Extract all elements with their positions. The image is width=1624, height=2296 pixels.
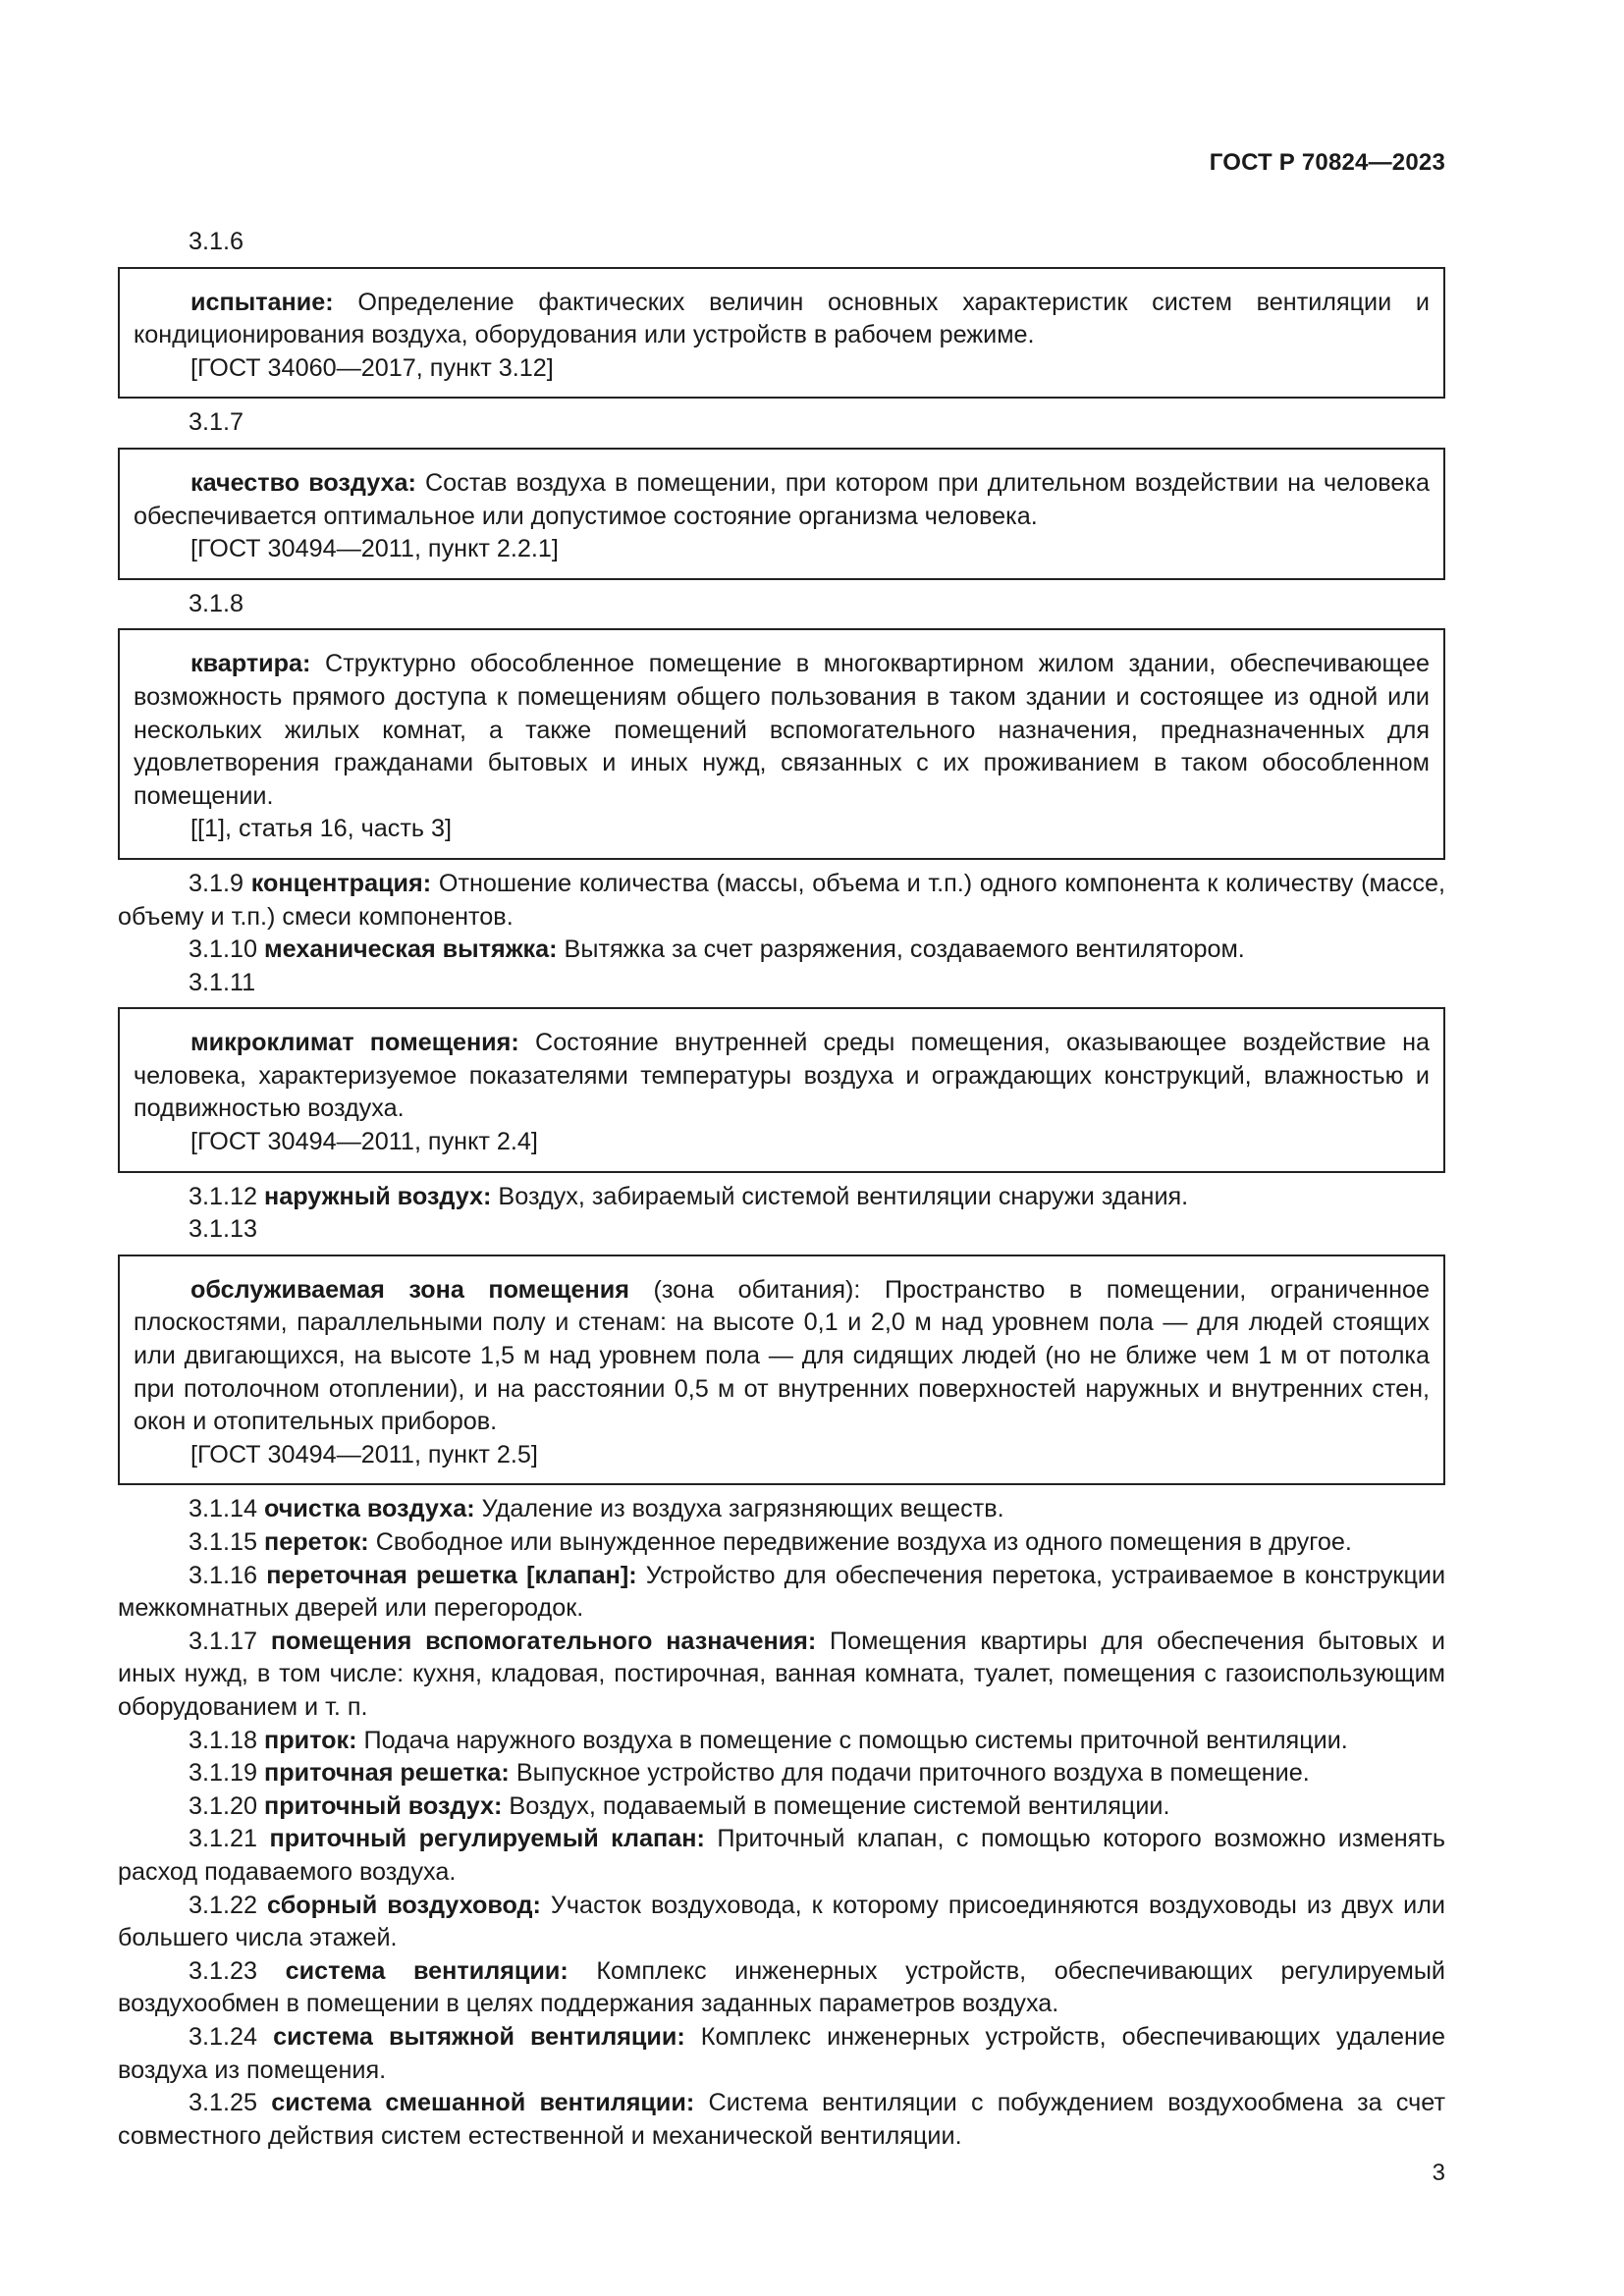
term-number: 3.1.9 [189, 869, 244, 897]
term-text: Удаление из воздуха загрязняющих веществ. [474, 1495, 1004, 1523]
term-name: очистка воздуха: [264, 1495, 475, 1523]
term-text: Отношение количества (массы, объема и т.п.) одного компонента к количеству (массе, объему и т.п.) смеси компонентов. [118, 869, 1446, 931]
term-definition-box [118, 448, 1445, 580]
term-text: Воздух, подаваемый в помещение системой вентиляции. [502, 1791, 1170, 1820]
term-name: испытание: [190, 288, 334, 316]
term-definition-box [118, 1255, 1445, 1486]
term-paragraph [118, 868, 1445, 934]
term-text: Выпускное устройство для подачи приточного воздуха в помещение. [509, 1759, 1310, 1788]
term-text: Состав воздуха в помещении, при котором при длительном воздействии на человека обеспечивается оптимальное или допустимое состояние организма человека. [134, 468, 1430, 530]
term-number: 3.1.24 [189, 2022, 258, 2051]
term-name: приточная решетка: [264, 1759, 510, 1788]
term-name: помещения вспомогательного назначения: [270, 1627, 817, 1655]
term-number: 3.1.17 [189, 1627, 258, 1655]
term-text: Комплекс инженерных устройств, обеспечивающих удаление воздуха из помещения. [118, 2022, 1445, 2084]
term-number: 3.1.22 [189, 1891, 258, 1919]
term-paragraph [118, 1725, 1445, 1758]
term-definition [134, 287, 1430, 352]
term-name: качество воздуха: [190, 468, 416, 497]
term-number: 3.1.8 [189, 589, 244, 617]
term-paragraph [118, 2021, 1445, 2087]
term-number: 3.1.16 [189, 1561, 258, 1589]
term-paragraph [118, 934, 1445, 967]
term-number: 3.1.15 [189, 1528, 258, 1556]
term-text: Состояние внутренней среды помещения, оказывающее воздействие на человека, характеризуемое показателями температуры воздуха и ограждающих конструкций, влажностью и подвижностью воздуха. [134, 1029, 1430, 1123]
term-name: обслуживаемая зона помещения [190, 1275, 629, 1304]
term-text: Участок воздуховода, к которому присоединяются воздуховоды из двух или большего числа этажей. [118, 1891, 1445, 1952]
term-text: Структурно обособленное помещение в многоквартирном жилом здании, обеспечивающее возможность прямого доступа к помещениям общего пользования в таком здании и состоящее из одной или нескольких жилых комнат, а также помещений вспомогательного назначения, предназначенных для удовлетворения гражданами бытовых и иных нужд, связанных с их проживанием в таком обособленном помещении. [134, 650, 1430, 810]
term-source: [ГОСТ 30494—2011, пункт 2.5] [190, 1440, 538, 1468]
term-text: (зона обитания): Пространство в помещении, ограниченное плоскостями, параллельными полу и стенам: на высоте 0,1 и 2,0 м над уровнем пола — для людей стоящих или двигающихся, на высоте 1,5 м над уровнем пола — для сидящих людей (но не ближе чем 1 м от потолка при потолочном отоплении), и на расстоянии 0,5 м от внутренних поверхностей наружных и внутренних стен, окон и отопительных приборов. [134, 1275, 1430, 1436]
term-paragraph [118, 1823, 1445, 1889]
term-paragraph [118, 1526, 1445, 1560]
term-paragraph [118, 1493, 1445, 1526]
term-paragraph [118, 1757, 1445, 1790]
term-source: [ГОСТ 30494—2011, пункт 2.4] [190, 1128, 538, 1156]
term-number: 3.1.21 [189, 1825, 258, 1853]
term-source: [ГОСТ 30494—2011, пункт 2.2.1] [190, 535, 559, 563]
term-name: наружный воздух: [264, 1182, 492, 1210]
term-text: Приточный клапан, с помощью которого возможно изменять расход подаваемого воздуха. [118, 1825, 1446, 1886]
term-name: приток: [264, 1726, 357, 1754]
term-definition [134, 467, 1430, 533]
term-definition-box [118, 1007, 1445, 1172]
term-paragraph [118, 1955, 1445, 2021]
term-text: Определение фактических величин основных характеристик систем вентиляции и кондиционирования воздуха, оборудования или устройств в рабочем режиме. [134, 288, 1430, 349]
term-number: 3.1.10 [189, 935, 258, 964]
term-paragraph [118, 1890, 1445, 1955]
term-text: Устройство для обеспечения перетока, устраиваемое в конструкции межкомнатных дверей или перегородок. [118, 1561, 1446, 1623]
document-code-header: ГОСТ Р 70824—2023 [1209, 149, 1445, 176]
term-name: система вытяжной вентиляции: [273, 2022, 685, 2051]
term-number: 3.1.12 [189, 1182, 258, 1210]
term-name: механическая вытяжка: [264, 935, 558, 964]
term-number: 3.1.23 [189, 1956, 258, 1985]
term-text: Система вентиляции с побуждением воздухообмена за счет совместного действия систем естественной и механической вентиляции. [118, 2089, 1446, 2150]
term-number: 3.1.19 [189, 1759, 258, 1788]
term-name: концентрация: [250, 869, 432, 897]
term-number: 3.1.18 [189, 1726, 258, 1754]
term-text: Комплекс инженерных устройств, обеспечивающих регулируемый воздухообмен в помещении в целях поддержания заданных параметров воздуха. [118, 1956, 1446, 2018]
term-name: система смешанной вентиляции: [271, 2089, 695, 2117]
term-name: микроклимат помещения: [190, 1029, 519, 1057]
term-definition [134, 1027, 1430, 1126]
term-paragraph [118, 1560, 1445, 1626]
term-text: Воздух, забираемый системой вентиляции снаружи здания. [491, 1182, 1189, 1210]
term-number: 3.1.6 [189, 228, 244, 255]
term-definition [134, 1274, 1430, 1439]
term-definition-box [118, 628, 1445, 860]
term-name: переточная решетка [клапан]: [266, 1561, 637, 1589]
term-paragraph [118, 1790, 1445, 1824]
terms-section [118, 226, 1445, 2153]
term-name: переток: [264, 1528, 369, 1556]
term-name: приточный регулируемый клапан: [269, 1825, 705, 1853]
term-number: 3.1.7 [189, 408, 244, 437]
term-number: 3.1.11 [189, 968, 256, 996]
term-text: Свободное или вынужденное передвижение воздуха из одного помещения в другое. [368, 1528, 1352, 1556]
term-text: Вытяжка за счет разряжения, создаваемого вентилятором. [557, 935, 1245, 964]
term-source: [ГОСТ 34060—2017, пункт 3.12] [190, 353, 554, 382]
term-number: 3.1.14 [189, 1495, 258, 1523]
term-name: сборный воздуховод: [267, 1891, 541, 1919]
page-number: 3 [1432, 2160, 1445, 2186]
term-name: квартира: [190, 650, 311, 678]
term-source: [[1], статья 16, часть 3] [190, 815, 452, 843]
term-paragraph [118, 1626, 1445, 1725]
term-definition-box [118, 267, 1445, 400]
term-name: приточный воздух: [264, 1791, 503, 1820]
term-number: 3.1.13 [189, 1215, 258, 1244]
term-paragraph [118, 2087, 1445, 2153]
term-text: Помещения квартиры для обеспечения бытовых и иных нужд, в том числе: кухня, кладовая, постирочная, ванная комната, туалет, помещения с газоиспользующим оборудованием и т. п. [118, 1627, 1445, 1721]
term-name: система вентиляции: [285, 1956, 568, 1985]
term-text: Подача наружного воздуха в помещение с помощью системы приточной вентиляции. [356, 1726, 1348, 1754]
term-definition [134, 648, 1430, 813]
term-paragraph [118, 1181, 1445, 1214]
term-number: 3.1.25 [189, 2089, 258, 2117]
term-number: 3.1.20 [189, 1791, 258, 1820]
